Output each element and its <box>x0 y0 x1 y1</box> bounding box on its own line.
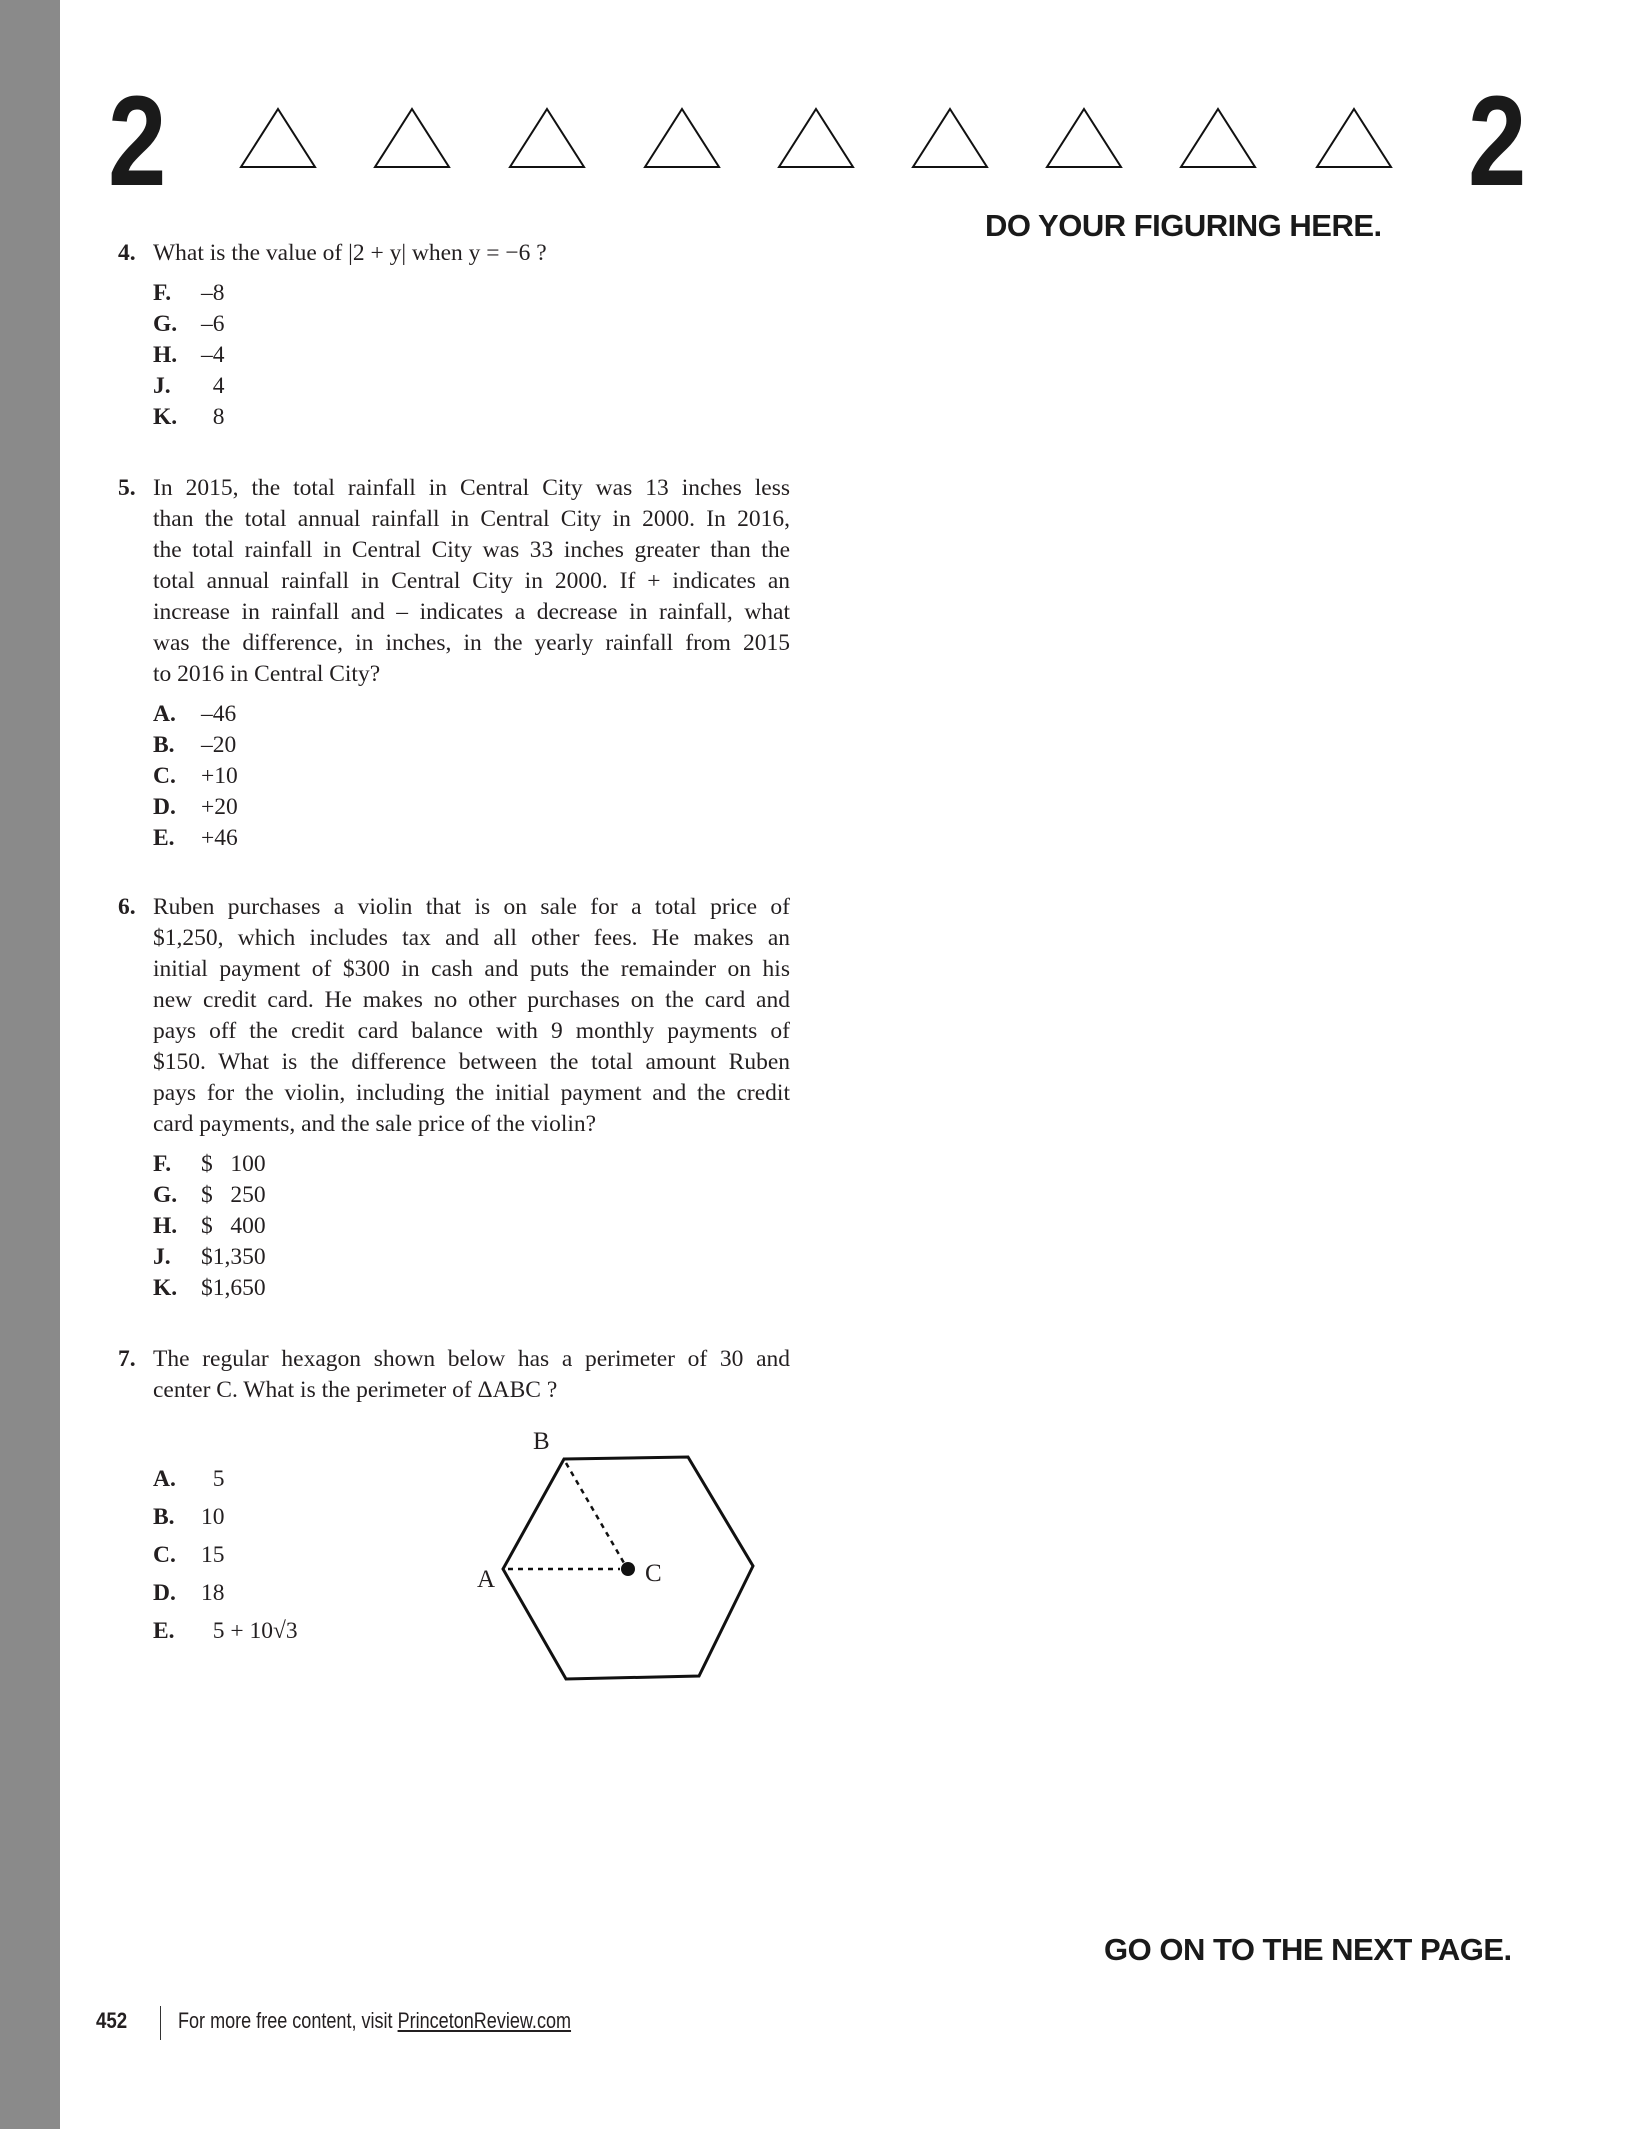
label-c: C <box>645 1560 662 1587</box>
option-value: 8 <box>201 404 225 430</box>
option-letter: A. <box>153 1466 176 1492</box>
question-text-line: $1,250, which includes tax and all other fees. He makes an <box>153 925 790 951</box>
question-text-line: to 2016 in Central City? <box>153 661 381 687</box>
section-number-left: 2 <box>108 70 167 213</box>
option-value: +10 <box>201 763 238 789</box>
label-b: B <box>533 1428 550 1455</box>
label-a: A <box>477 1566 496 1593</box>
question-number: 4. <box>118 240 136 266</box>
option-letter: E. <box>153 825 175 851</box>
option-value: +46 <box>201 825 238 851</box>
option-letter: D. <box>153 794 176 820</box>
option-letter: G. <box>153 311 178 337</box>
option-value: $ 400 <box>201 1213 266 1239</box>
question-text-line: Ruben purchases a violin that is on sale for a total price of <box>153 894 790 920</box>
question-text-line: increase in rainfall and – indicates a decrease in rainfall, what <box>153 599 790 625</box>
option-value: 10 <box>201 1504 225 1530</box>
option-letter: A. <box>153 701 176 727</box>
option-value: $ 100 <box>201 1151 266 1177</box>
option-value: +20 <box>201 794 238 820</box>
option-letter: D. <box>153 1580 176 1606</box>
question-text-line: pays off the credit card balance with 9 monthly payments of <box>153 1018 790 1044</box>
option-value: 5 <box>201 1466 225 1492</box>
segment-bc <box>566 1463 624 1563</box>
option-letter: K. <box>153 404 178 430</box>
option-letter: C. <box>153 763 176 789</box>
option-letter: J. <box>153 1244 171 1270</box>
option-value: 4 <box>201 373 225 399</box>
question-text-line: than the total annual rainfall in Central City in 2000. In 2016, <box>153 506 790 532</box>
option-letter: F. <box>153 280 172 306</box>
option-letter: G. <box>153 1182 178 1208</box>
question-text-line: was the difference, in inches, in the yearly rainfall from 2015 <box>153 630 790 656</box>
option-letter: E. <box>153 1618 175 1644</box>
option-value: 18 <box>201 1580 225 1606</box>
option-value: 5 + 10√3 <box>201 1618 298 1644</box>
option-letter: K. <box>153 1275 178 1301</box>
center-point <box>621 1562 635 1576</box>
option-letter: B. <box>153 732 175 758</box>
page-number: 452 <box>96 2008 128 2033</box>
promo-text: For more free content, visit <box>178 2008 398 2033</box>
promo-link[interactable]: PrincetonReview.com <box>397 2008 572 2033</box>
option-letter: H. <box>153 1213 178 1239</box>
figuring-heading: DO YOUR FIGURING HERE. <box>985 208 1382 243</box>
option-value: $1,650 <box>201 1275 266 1301</box>
question-text-line: total annual rainfall in Central City in 2000. If + indicates an <box>153 568 790 594</box>
question-text-line: new credit card. He makes no other purchases on the card and <box>153 987 790 1013</box>
option-letter: F. <box>153 1151 172 1177</box>
option-letter: H. <box>153 342 178 368</box>
question-text-line: What is the value of |2 + y| when y = −6 ? <box>153 240 547 266</box>
question-number: 7. <box>118 1346 136 1372</box>
question-text-line: the total rainfall in Central City was 33 inches greater than the <box>153 537 790 563</box>
question-text-line: pays for the violin, including the initial payment and the credit <box>153 1080 790 1106</box>
question-text-line: card payments, and the sale price of the violin? <box>153 1111 597 1137</box>
option-value: –6 <box>201 311 225 337</box>
option-value: –46 <box>201 701 237 727</box>
option-value: –8 <box>201 280 225 306</box>
option-letter: C. <box>153 1542 176 1568</box>
question-text-line: $150. What is the difference between the total amount Ruben <box>153 1049 790 1075</box>
option-value: $1,350 <box>201 1244 266 1270</box>
question-number: 5. <box>118 475 136 501</box>
question-text-line: The regular hexagon shown below has a perimeter of 30 and <box>153 1346 790 1372</box>
footer-promo <box>178 2008 571 2034</box>
next-page-notice: GO ON TO THE NEXT PAGE. <box>1104 1932 1512 1967</box>
option-value: –20 <box>201 732 237 758</box>
question-text-line: initial payment of $300 in cash and puts the remainder on his <box>153 956 790 982</box>
option-letter: B. <box>153 1504 175 1530</box>
option-value: –4 <box>201 342 225 368</box>
question-text-line: center C. What is the perimeter of ΔABC ? <box>153 1377 558 1403</box>
question-number: 6. <box>118 894 136 920</box>
question-text-line: In 2015, the total rainfall in Central City was 13 inches less <box>153 475 790 501</box>
option-value: 15 <box>201 1542 225 1568</box>
section-number-right: 2 <box>1468 70 1527 213</box>
option-letter: J. <box>153 373 171 399</box>
option-value: $ 250 <box>201 1182 266 1208</box>
footer-divider <box>160 2006 161 2040</box>
